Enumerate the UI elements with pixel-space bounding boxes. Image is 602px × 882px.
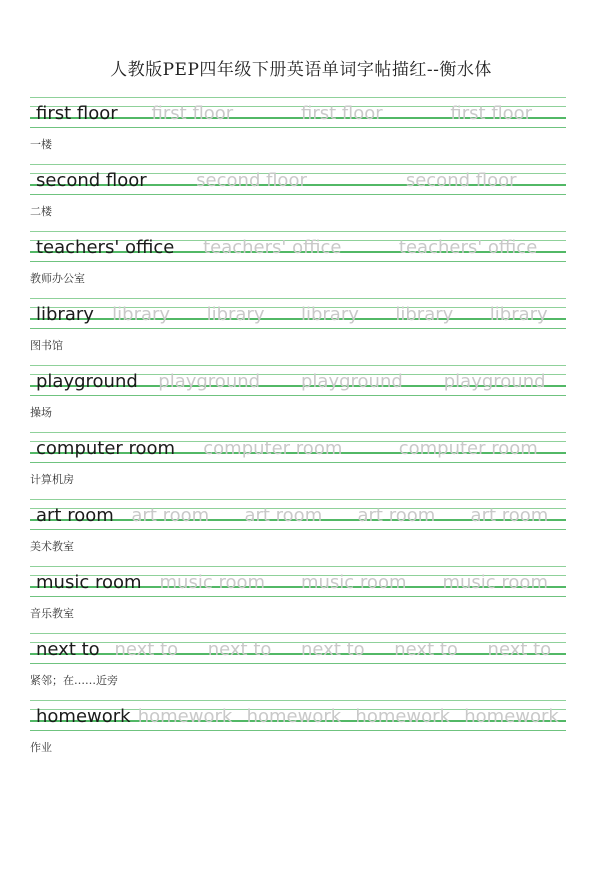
tracing-word: library [300, 303, 359, 325]
chinese-meaning: 音乐教室 [30, 607, 74, 620]
tracing-word: teachers' office [203, 236, 342, 258]
english-word: first floor [36, 102, 118, 124]
english-word: music room [36, 571, 142, 593]
chinese-meaning: 计算机房 [30, 473, 74, 486]
word-entry [30, 164, 566, 226]
tracing-word: first floor [450, 102, 533, 124]
tracing-copies [142, 572, 566, 593]
english-word: library [36, 303, 94, 325]
english-word: homework [36, 705, 131, 727]
guide-line [30, 432, 566, 433]
tracing-copies [114, 505, 566, 526]
tracing-word: computer room [398, 437, 538, 459]
guide-line [30, 328, 566, 329]
tracing-word: library [395, 303, 454, 325]
guide-line [30, 700, 566, 701]
guide-line [30, 127, 566, 128]
word-entry [30, 365, 566, 427]
tracing-word: art room [470, 504, 549, 526]
word-row [30, 635, 566, 663]
guide-line [30, 365, 566, 366]
word-entry [30, 298, 566, 360]
chinese-meaning: 一楼 [30, 138, 52, 151]
tracing-word: second floor [405, 169, 517, 191]
chinese-meaning: 作业 [30, 741, 52, 754]
guide-line [30, 395, 566, 396]
chinese-meaning: 操场 [30, 406, 52, 419]
tracing-word: homework [464, 705, 559, 727]
tracing-word: teachers' office [398, 236, 538, 258]
tracing-word: homework [246, 705, 342, 727]
tracing-word: art room [357, 504, 436, 526]
tracing-word: music room [300, 571, 407, 593]
chinese-meaning: 美术教室 [30, 540, 74, 553]
word-row [30, 702, 566, 730]
word-entry [30, 566, 566, 628]
tracing-copies [138, 371, 566, 392]
tracing-word: first floor [151, 102, 234, 124]
word-row [30, 501, 566, 529]
word-row [30, 434, 566, 462]
page-title: 人教版PEP四年级下册英语单词字帖描红--衡水体 [110, 60, 492, 80]
word-row [30, 300, 566, 328]
guide-line [30, 462, 566, 463]
guide-line [30, 164, 566, 165]
tracing-word: music room [442, 571, 548, 593]
tracing-word: second floor [196, 169, 307, 191]
word-entry [30, 432, 566, 494]
chinese-meaning: 紧邻；在……近旁 [30, 674, 118, 687]
tracing-word: library [489, 303, 548, 325]
tracing-word: next to [207, 638, 272, 660]
word-row [30, 166, 566, 194]
tracing-word: homework [137, 705, 233, 727]
guide-line [30, 97, 566, 98]
tracing-copies [118, 103, 566, 124]
word-row [30, 367, 566, 395]
tracing-word: art room [131, 504, 210, 526]
tracing-word: next to [301, 638, 365, 660]
guide-line [30, 566, 566, 567]
word-entry [30, 633, 566, 695]
guide-line [30, 194, 566, 195]
tracing-word: first floor [300, 102, 383, 124]
guide-line [30, 730, 566, 731]
word-entry [30, 499, 566, 561]
tracing-word: library [112, 303, 171, 325]
tracing-word: playground [158, 370, 261, 392]
guide-line [30, 663, 566, 664]
guide-line [30, 231, 566, 232]
tracing-copies [94, 304, 566, 325]
guide-line [30, 596, 566, 597]
english-word: playground [36, 370, 138, 392]
guide-line [30, 261, 566, 262]
tracing-word: computer room [203, 437, 343, 459]
guide-line [30, 529, 566, 530]
chinese-meaning: 二楼 [30, 205, 52, 218]
word-entry [30, 231, 566, 293]
chinese-meaning: 图书馆 [30, 339, 63, 352]
tracing-word: playground [301, 370, 403, 392]
word-row [30, 233, 566, 261]
tracing-word: homework [355, 705, 450, 727]
tracing-copies [147, 170, 566, 191]
tracing-copies [100, 639, 566, 660]
tracing-copies [174, 237, 566, 258]
english-word: next to [36, 638, 100, 660]
tracing-word: library [206, 303, 265, 325]
tracing-copies [175, 438, 566, 459]
guide-line [30, 633, 566, 634]
word-entry [30, 700, 566, 762]
guide-line [30, 499, 566, 500]
word-entry [30, 97, 566, 159]
english-word: teachers' office [36, 236, 175, 258]
word-row [30, 99, 566, 127]
tracing-copies [131, 706, 566, 727]
tracing-word: art room [244, 504, 323, 526]
tracing-word: next to [394, 638, 458, 660]
tracing-word: next to [487, 638, 552, 660]
english-word: art room [36, 504, 114, 526]
guide-line [30, 298, 566, 299]
tracing-word: playground [443, 370, 546, 392]
tracing-word: next to [114, 638, 179, 660]
word-row [30, 568, 566, 596]
english-word: second floor [36, 169, 147, 191]
english-word: computer room [36, 437, 176, 459]
chinese-meaning: 教师办公室 [30, 272, 85, 285]
tracing-word: music room [159, 571, 266, 593]
